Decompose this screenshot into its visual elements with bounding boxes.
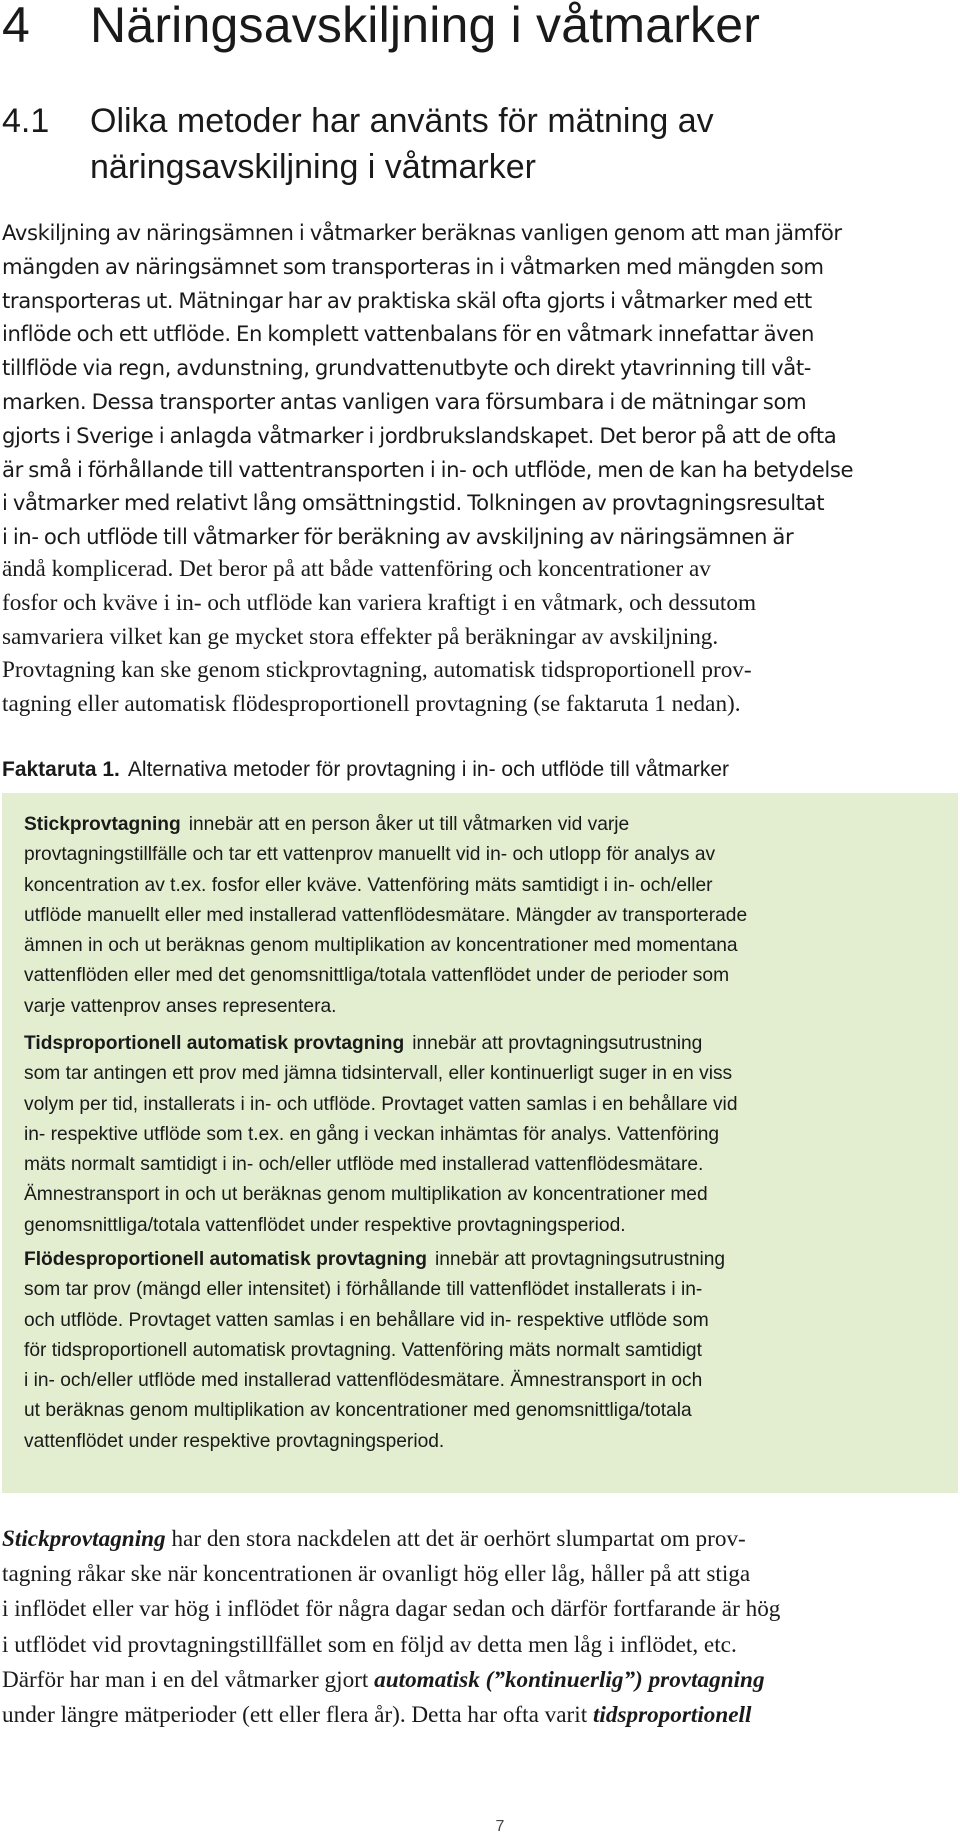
body-line-text: har den stora nackdelen att det är oerhört slumpartat om prov- xyxy=(165,1526,746,1552)
body-line-text: Därför har man i en del våtmarker gjort xyxy=(2,1666,375,1693)
entry-line: ut beräknas genom multiplikation av koncentrationer med genomsnittliga/totala xyxy=(24,1400,692,1422)
body-line: i inflödet eller var hög i inflödet för några dagar sedan och därför fortfarande är hög xyxy=(2,1596,781,1623)
body-line: fosfor och kväve i in- och utflöde kan variera kraftigt i en våtmark, och dessutom xyxy=(2,589,756,616)
entry-first-line-text: innebär att provtagningsutrustning xyxy=(434,1249,726,1270)
factbox-entry-tidsproportionell xyxy=(24,1029,944,1241)
entry-line: som tar prov (mängd eller intensitet) i förhållande till vattenflödet installerats i in- xyxy=(24,1279,703,1301)
entry-line: utflöde manuellt eller med installerad vattenflödesmätare. Mängder av transporterade xyxy=(24,904,748,926)
body-paragraph-sans xyxy=(2,216,960,554)
factbox xyxy=(2,793,958,1493)
entry-line: i in- och/eller utflöde med installerad vattenflödesmätare. Ämnestransport in och xyxy=(24,1370,703,1392)
emphasis-term: Stickprovtagning xyxy=(2,1526,166,1552)
entry-line: volym per tid, installerats i in- och utflöde. Provtaget vatten samlas i en behållare vid xyxy=(24,1093,738,1115)
emphasis-term: tidsproportionell xyxy=(592,1702,752,1729)
entry-term: Tidsproportionell automatisk provtagning xyxy=(24,1033,405,1054)
emphasis-term: automatisk (”kontinuerlig”) provtagning xyxy=(374,1666,765,1693)
section-heading xyxy=(2,98,952,190)
body-line: mängden av näringsämnet som transporteras in i våtmarken med mängden som xyxy=(2,253,824,279)
entry-term: Stickprovtagning xyxy=(24,814,181,835)
factbox-label: Faktaruta 1. xyxy=(2,758,120,781)
entry-first-line xyxy=(24,810,944,840)
entry-first-line xyxy=(24,1029,944,1059)
entry-line: vattenflöden eller med det genomsnittliga/totala vattenflödet under de perioder som xyxy=(24,965,730,987)
body-line xyxy=(2,1522,960,1557)
entry-line: och utflöde. Provtaget vatten samlas i en behållare vid in- respektive utflöde som xyxy=(24,1309,709,1331)
body-line: Avskiljning av näringsämnen i våtmarker beräknas vanligen genom att man jämför xyxy=(2,220,842,245)
body-line xyxy=(2,1698,960,1733)
factbox-entry-stickprovtagning xyxy=(24,810,944,1022)
entry-first-line-text: innebär att provtagningsutrustning xyxy=(412,1033,703,1054)
entry-line: som tar antingen ett prov med jämna tidsintervall, eller kontinuerligt suger in en viss xyxy=(24,1063,733,1085)
entry-term: Flödesproportionell automatisk provtagning xyxy=(24,1249,427,1270)
section-number: 4.1 xyxy=(2,102,50,140)
section-title-text xyxy=(90,98,952,190)
factbox-entry-flodesproportionell xyxy=(24,1245,944,1457)
entry-line: ämnen in och ut beräknas genom multiplikation av koncentrationer med momentana xyxy=(24,935,738,957)
body-line: är små i förhållande till vattentransporten i in- och utflöde, men de kan ha betydelse xyxy=(2,456,854,482)
entry-line: provtagningstillfälle och tar ett vattenprov manuellt vid in- och utlopp för analys av xyxy=(24,844,716,866)
body-line: i utflödet vid provtagningstillfället som en följd av detta men låg i inflödet, etc. xyxy=(2,1631,737,1658)
entry-line: genomsnittliga/totala vattenflödet under respektive provtagningsperiod. xyxy=(24,1214,626,1236)
entry-line: mäts normalt samtidigt i in- och/eller utflöde med installerad vattenflödesmätare. xyxy=(24,1154,704,1176)
entry-line: varje vattenprov anses representera. xyxy=(24,995,337,1017)
body-line-text: under längre mätperioder (ett eller flera år). Detta har ofta varit xyxy=(2,1702,593,1729)
body-paragraph-serif xyxy=(2,553,960,722)
chapter-title-text: Näringsavskiljning i våtmarker xyxy=(90,0,761,53)
entry-first-line-text: innebär att en person åker ut till våtmarken vid varje xyxy=(188,814,630,835)
entry-line: Ämnestransport in och ut beräknas genom multiplikation av koncentrationer med xyxy=(24,1184,708,1206)
entry-line: vattenflödet under respektive provtagningsperiod. xyxy=(24,1430,445,1452)
body-line: i våtmarker med relativt lång omsättningstid. Tolkningen av provtagningsresultat xyxy=(2,490,825,516)
entry-line: för tidsproportionell automatisk provtagning. Vattenföring mäts normalt samtidigt xyxy=(24,1339,702,1361)
body-line: Provtagning kan ske genom stickprovtagning, automatisk tidsproportionell prov- xyxy=(2,657,752,684)
body-line: samvariera vilket kan ge mycket stora effekter på beräkningar av avskiljning. xyxy=(2,623,719,650)
factbox-caption xyxy=(2,756,952,784)
factbox-caption-text: Alternativa metoder för provtagning i in- och utflöde till våtmarker xyxy=(127,758,730,781)
body-line: gjorts i Sverige i anlagda våtmarker i jordbrukslandskapet. Det beror på att de ofta xyxy=(2,422,837,448)
chapter-number: 4 xyxy=(2,0,31,53)
body-line: marken. Dessa transporter antas vanligen vara försumbara i de mätningar som xyxy=(2,388,807,414)
chapter-heading xyxy=(2,0,952,54)
body-line xyxy=(2,1663,960,1698)
entry-line: koncentration av t.ex. fosfor eller kväve. Vattenföring mäts samtidigt i in- och/eller xyxy=(24,874,713,896)
body-line: tagning råkar ske när koncentrationen är ovanligt hög eller låg, håller på att stiga xyxy=(2,1561,751,1588)
body-line: tagning eller automatisk flödesproportionell provtagning (se faktaruta 1 nedan). xyxy=(2,691,741,718)
page-number: 7 xyxy=(495,1818,505,1835)
entry-line: in- respektive utflöde som t.ex. en gång i veckan inhämtas för analys. Vattenföring xyxy=(24,1123,720,1145)
body-line: ändå komplicerad. Det beror på att både vattenföring och koncentrationer av xyxy=(2,556,711,582)
section-title-line: näringsavskiljning i våtmarker xyxy=(90,148,536,186)
body-line: tillflöde via regn, avdunstning, grundvattenutbyte och direkt ytavrinning till våt- xyxy=(2,355,811,381)
section-title-line: Olika metoder har använts för mätning av xyxy=(90,102,714,140)
body-line: inflöde och ett utflöde. En komplett vattenbalans för en våtmark innefattar även xyxy=(2,321,814,347)
body-line: i in- och utflöde till våtmarker för beräkning av avskiljning av näringsämnen är xyxy=(2,524,794,550)
body-paragraph-after-factbox xyxy=(2,1522,960,1733)
body-line: transporteras ut. Mätningar har av praktiska skäl ofta gjorts i våtmarker med ett xyxy=(2,287,812,313)
entry-first-line xyxy=(24,1245,944,1275)
